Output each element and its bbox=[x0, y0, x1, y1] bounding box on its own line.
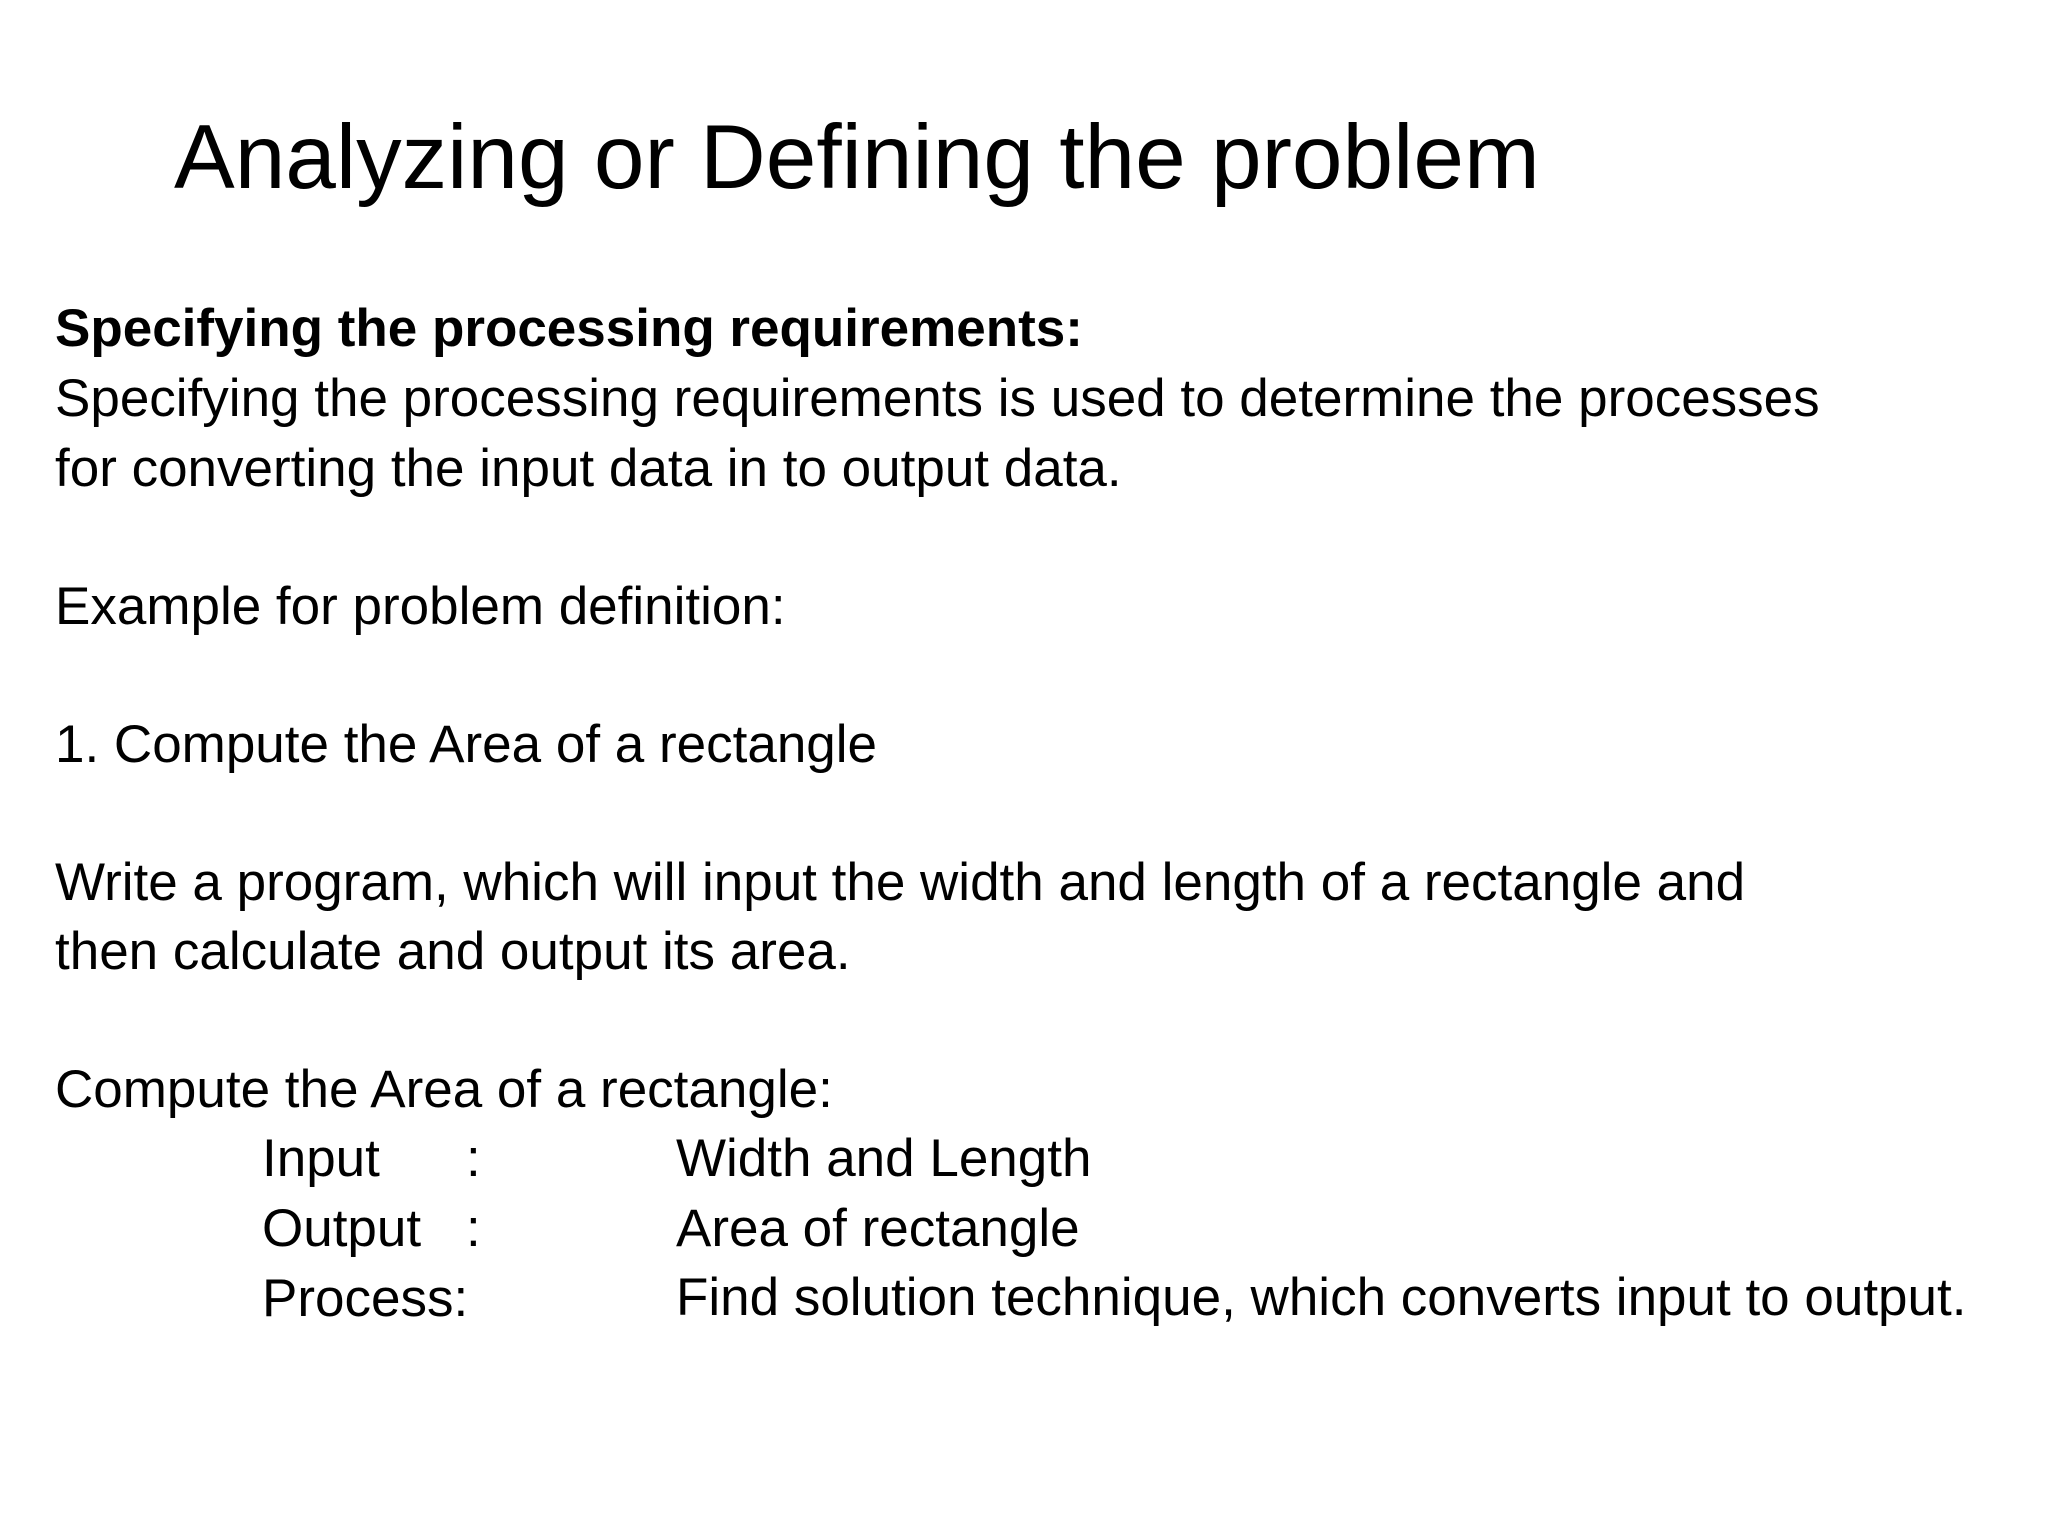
problem-title: 1. Compute the Area of a rectangle bbox=[55, 715, 878, 774]
problem-statement-line-2: then calculate and output its area. bbox=[55, 922, 851, 981]
description-line-1: Specifying the processing requirements is used to determine the processes bbox=[55, 369, 1820, 428]
section-heading: Specifying the processing requirements: bbox=[55, 299, 1083, 358]
example-label: Example for problem definition: bbox=[55, 577, 786, 636]
compute-heading: Compute the Area of a rectangle: bbox=[55, 1060, 833, 1119]
description-line-2: for converting the input data in to output data. bbox=[55, 439, 1122, 498]
input-colon: : bbox=[466, 1129, 481, 1188]
input-label: Input bbox=[262, 1129, 380, 1188]
input-value: Width and Length bbox=[676, 1129, 1092, 1188]
process-value: Find solution technique, which converts input to output. bbox=[676, 1268, 1967, 1327]
output-label: Output bbox=[262, 1199, 422, 1258]
output-colon: : bbox=[466, 1199, 481, 1258]
slide-title: Analyzing or Defining the problem bbox=[174, 107, 1540, 208]
output-value: Area of rectangle bbox=[676, 1199, 1080, 1258]
process-label: Process: bbox=[262, 1269, 469, 1328]
problem-statement-line-1: Write a program, which will input the width and length of a rectangle and bbox=[55, 853, 1746, 912]
